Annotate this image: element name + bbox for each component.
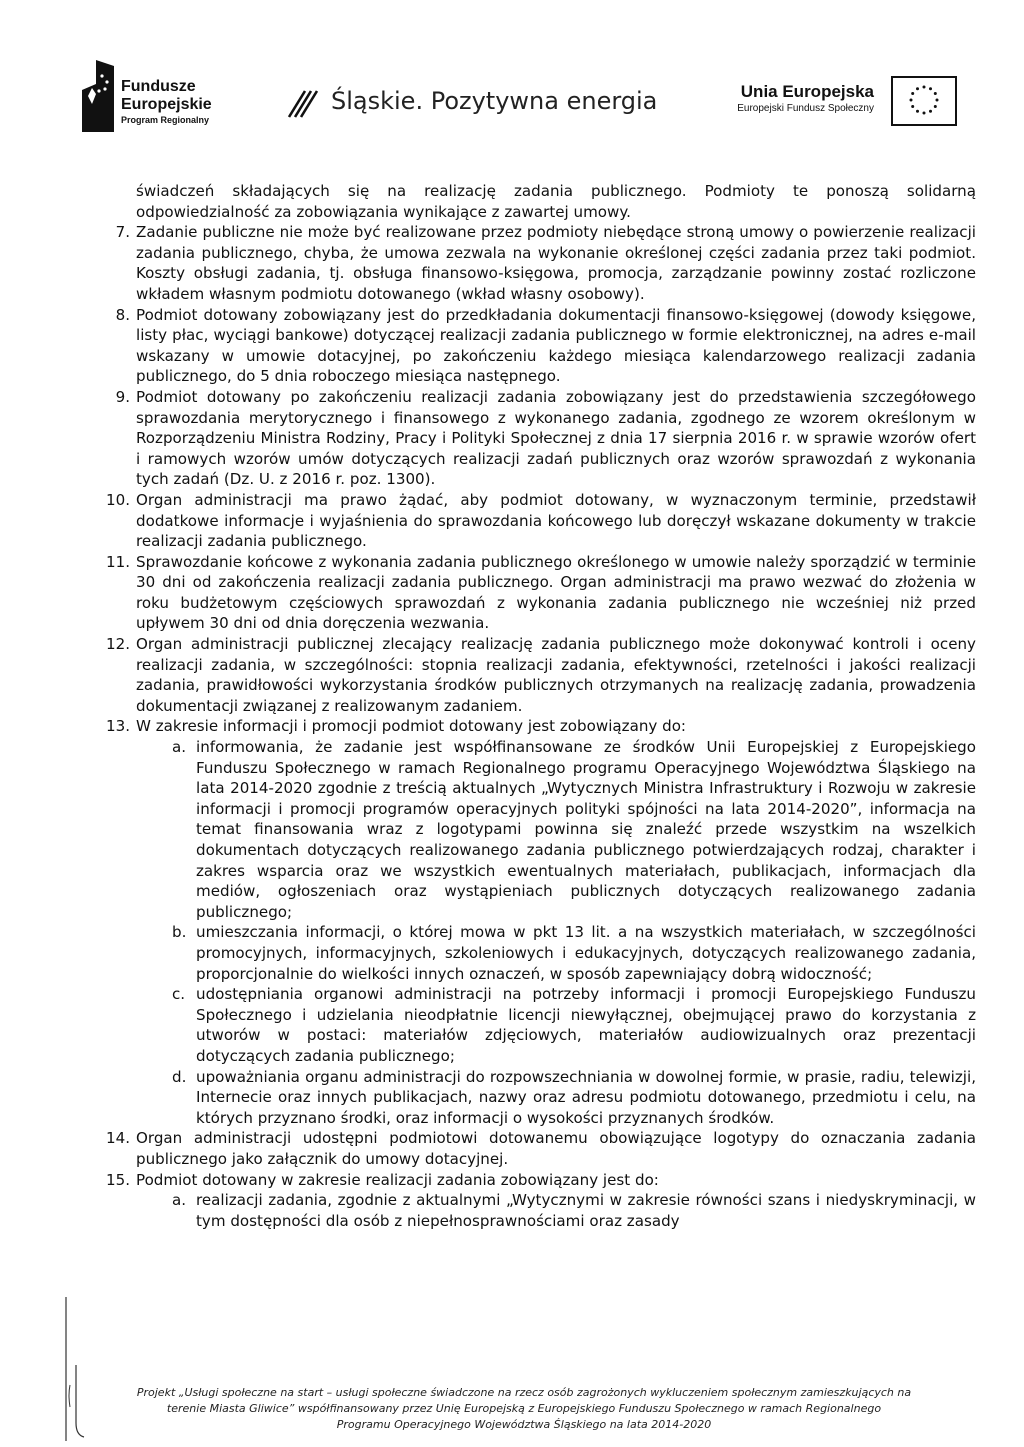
- list-item: [100, 387, 976, 490]
- sub-item-text: udostępniania organowi administracji na potrzeby informacji i promocji Europejskiego Funduszu Społecznego i udzielania nieodpłatnie licencji niewyłącznej, obejmującej prawo do korzystania z utworów w postaci: materiałów zdjęciowych, materiałów audiowizualnych oraz prezentacji dotyczących zadania publicznego;: [196, 985, 976, 1065]
- item-text: Zadanie publiczne nie może być realizowane przez podmioty niebędące stroną umowy o powierzenie realizacji zadania publicznego, chyba, że umowa zezwala na wykonanie określonej części zadania przez taki podmiot. Koszty obsługi zadania, tj. obsługa finansowo-księgowa, promocja, zarządzanie powinny zostać rozliczone wkładem własnym podmiotu dotowanego (wkład własny osobowy).: [136, 223, 976, 303]
- sub-item-letter: a.: [172, 1191, 187, 1210]
- list-item: [100, 490, 976, 552]
- item-number: 11.: [105, 552, 130, 571]
- item-text: Organ administracji publicznej zlecający realizację zadania publicznego może dokonywać kontroli i oceny realizacji zadania, w szczególności: stopnia realizacji zadania, efektywności, rzetelności i jakości realizacji zadania, prawidłowości wykorzystania środków publicznych otrzymanych na realizację zadania, prowadzenia dokumentacji związanej z realizowanym zadaniem.: [136, 635, 976, 715]
- item-text: W zakresie informacji i promocji podmiot dotowany jest zobowiązany do:: [136, 717, 687, 736]
- sub-list-item: [136, 1190, 976, 1231]
- eu-flag-icon: [891, 76, 957, 126]
- list-item: [100, 1128, 976, 1169]
- sub-item-letter: a.: [172, 738, 187, 757]
- ue-line1: Unia Europejska: [740, 82, 874, 101]
- footer-line3: Programu Operacyjnego Województwa Śląskiego na lata 2014-2020: [336, 1418, 712, 1431]
- item-number: 9.: [115, 387, 130, 406]
- item-text: Podmiot dotowany zobowiązany jest do przedkładania dokumentacji finansowo-księgowej (dowody księgowe, listy płac, wyciągi bankowe) dotyczącej realizacji zadania publicznego w formie elektronicznej, na adres e-mail wskazany w umowie dotacyjnej, po zakończeniu każdego miesiąca kalendarzowego realizacji zadania publicznego, do 5 dnia roboczego miesiąca następnego.: [136, 305, 976, 386]
- slaskie-slogan: Śląskie. Pozytywna energia: [331, 87, 658, 115]
- sub-item-text: informowania, że zadanie jest współfinansowane ze środków Unii Europejskiej z Europejskiego Funduszu Społecznego w ramach Regionalnego programu Operacyjnego Województwa Śląskiego na lata 2014-2020 zgodnie z treścią aktualnych „Wytycznych Ministra Infrastruktury i Rozwoju w zakresie informacji i promocji programów operacyjnych polityki spójności na lata 2014-2020”, informacja na temat finansowania wraz z logotypami powinna się znaleźć przede wszystkim na wszelkich dokumentach dotyczących realizowanego zadania publicznego potwierdzających rodzaj, charakter i zakres wsparcia oraz we wszystkich ewentualnych materiałach, publikacjach, informacjach dla mediów, ogłoszeniach oraz wystąpieniach publicznych dotyczących realizowanego zadania publicznego;: [196, 738, 976, 921]
- sub-item-letter: d.: [172, 1067, 187, 1086]
- list-item: [100, 716, 976, 737]
- footer-line2: terenie Miasta Gliwice” współfinansowany przez Unię Europejską z Europejskiego Funduszu Społecznego w ramach Regionalnego: [166, 1402, 882, 1415]
- list-item: [100, 552, 976, 634]
- sub-item-text: upoważniania organu administracji do rozpowszechniania w dowolnej formie, w prasie, radiu, telewizji, Internecie oraz innych publikacjach, nazwy oraz adresu podmiotu dotowanego, przedmiotu i celu, na których przyznano środki, oraz informacji o wysokości przyznanych środków.: [196, 1067, 976, 1127]
- item-text: Sprawozdanie końcowe z wykonania zadania publicznego określonego w umowie należy sporządzić w terminie 30 dni od zakończenia realizacji zadania publicznego. Organ administracji ma prawo wezwać do złożenia w roku budżetowym częściowych sprawozdań z wykonania zadania publicznego nie wcześniej niż przed upływem 30 dni od dnia doręczenia wezwania.: [136, 552, 976, 633]
- unia-europejska-wordmark: [737, 82, 874, 116]
- sub-item-letter: b.: [172, 923, 187, 942]
- sub-item-text: umieszczania informacji, o której mowa w pkt 13 lit. a na wszystkich materiałach, w szczególności promocyjnych, informacyjnych, szkoleniowych i edukacyjnych, dotyczących realizowanego zadania, proporcjonalnie do wielkości innych oznaczeń, w sposób zapewniający dobrą widoczność;: [196, 923, 976, 983]
- fundusze-europejskie-wordmark: [121, 78, 212, 126]
- fe-line3: Program Regionalny: [121, 115, 210, 125]
- list-item: [100, 305, 976, 387]
- ue-line2: Europejski Fundusz Społeczny: [737, 103, 874, 114]
- fe-line2: Europejskie: [121, 96, 212, 113]
- sub-list-item: [136, 984, 976, 1066]
- page-footer: [94, 1385, 954, 1433]
- item-number: 8.: [115, 305, 130, 324]
- item-text: Organ administracji udostępni podmiotowi dotowanemu obowiązujące logotypy do oznaczania zadania publicznego jako załącznik do umowy dotacyjnej.: [136, 1129, 976, 1168]
- list-item: [100, 1170, 976, 1191]
- footer-line1: Projekt „Usługi społeczne na start – usługi społeczne świadczone na rzecz osób zagrożonych wykluczeniem społecznym zamieszkujących na: [136, 1386, 912, 1399]
- sub-item-text: realizacji zadania, zgodnie z aktualnymi „Wytycznymi w zakresie równości szans i niedyskryminacji, w tym dostępności dla osób z niepełnosprawnościami oraz zasady: [196, 1191, 976, 1230]
- slaskie-logo-icon: [285, 87, 319, 121]
- list-item: [100, 634, 976, 716]
- item-number: 7.: [115, 223, 130, 242]
- sub-list-item: [136, 922, 976, 984]
- fe-line1: Fundusze: [121, 78, 196, 95]
- document-body: [100, 181, 976, 1231]
- sub-item-letter: c.: [172, 985, 186, 1004]
- item-number: 15.: [105, 1170, 130, 1189]
- page-header: [0, 0, 1024, 150]
- item-text: Organ administracji ma prawo żądać, aby podmiot dotowany, w wyznaczonym terminie, przedstawił dodatkowe informacje i wyjaśnienia do sprawozdania końcowego lub doręczył wskazane dokumenty w trakcie realizacji zadania publicznego.: [136, 490, 976, 551]
- item-text: Podmiot dotowany po zakończeniu realizacji zadania zobowiązany jest do przedstawienia szczegółowego sprawozdania merytorycznego i finansowego z wykonanego zadania, zgodnego ze wzorem określonym w Rozporządzeniu Ministra Rodziny, Pracy i Polityki Społecznej z dnia 17 sierpnia 2016 r. w sprawie wzorów ofert i ramowych wzorów umów dotyczących realizacji zadań publicznych oraz wzorów sprawozdań z wykonania tych zadań (Dz. U. z 2016 r. poz. 1300).: [136, 387, 976, 489]
- sub-list-item: [136, 1067, 976, 1129]
- list-item: [100, 222, 976, 304]
- lead-paragraph: świadczeń składających się na realizację zadania publicznego. Podmioty te ponoszą solidarną odpowiedzialność za zobowiązania wynikające z zawartej umowy.: [136, 182, 976, 221]
- fundusze-europejskie-logo-icon: [82, 60, 114, 132]
- item-number: 13.: [105, 717, 130, 736]
- item-number: 10.: [105, 490, 130, 509]
- sub-list-item: [136, 737, 976, 922]
- item-number: 12.: [105, 635, 130, 654]
- item-text: Podmiot dotowany w zakresie realizacji zadania zobowiązany jest do:: [136, 1170, 659, 1189]
- margin-bracket-mark: [56, 1295, 90, 1445]
- item-number: 14.: [105, 1129, 130, 1148]
